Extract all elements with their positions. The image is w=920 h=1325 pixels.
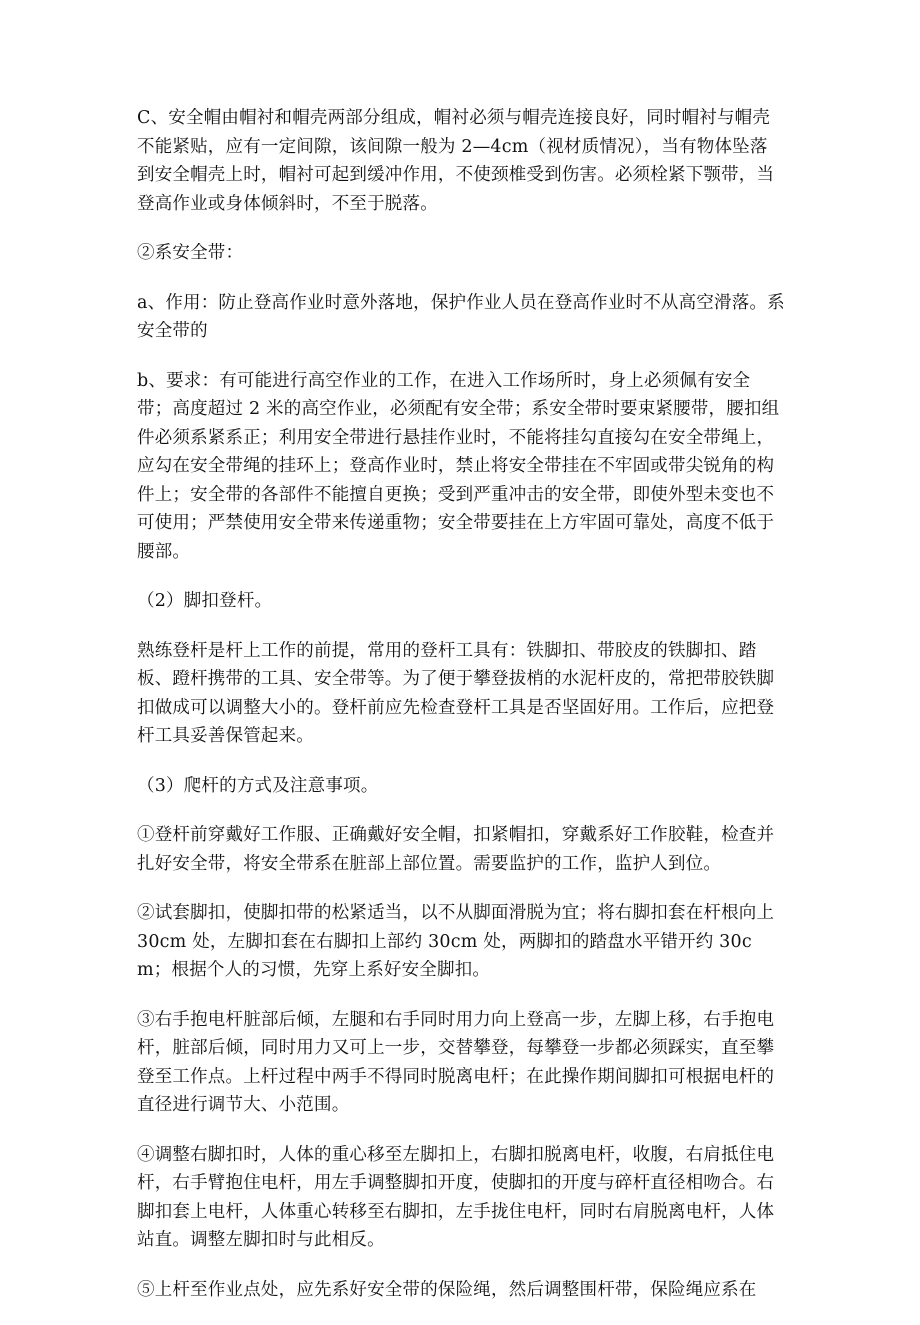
paragraph-step-5: ⑤上杆至作业点处，应先系好安全带的保险绳，然后调整围杆带，保险绳应系在 [137, 1279, 757, 1300]
paragraph-safety-helmet-liner: C、安全帽由帽衬和帽壳两部分组成，帽衬必须与帽壳连接良好，同时帽衬与帽壳不能紧贴，应有一定间隙，该间隙一般为 2—4cm（视材质情况），当有物体坠落到安全帽壳上时，帽衬可起到缓冲作用，不使颈椎受到伤害。必须栓紧下颚带，当登高作业或身体倾斜时，不至于脱落。 [137, 108, 775, 214]
paragraph-step-3: ③右手抱电杆脏部后倾，左腿和右手同时用力向上登高一步，左脚上移，右手抱电杆，脏部后倾，同时用力又可上一步，交替攀登，每攀登一步都必须踩实，直至攀登至工作点。上杆过程中两手不得同时脱离电杆；在此操作期间脚扣可根据电杆的直径进行调节大、小范围。 [137, 1009, 775, 1115]
document-body [137, 104, 785, 1325]
paragraph-belt-requirements: b、要求：有可能进行高空作业的工作，在进入工作场所时，身上必须佩有安全带；高度超过 2 米的高空作业，必须配有安全带；系安全带时要束紧腰带，腰扣组件必须系紧系正；利用安全带进行悬挂作业时，不能将挂勾直接勾在安全带绳上，应勾在安全带绳的挂环上；登高作业时，禁止将安全带挂在不牢固或带尖锐角的构件上；安全带的各部件不能擅自更换；受到严重冲击的安全带，即使外型未变也不可使用；严禁使用安全带来传递重物；安全带要挂在上方牢固可靠处，高度不低于腰部。 [137, 370, 780, 562]
paragraph-step-4: ④调整右脚扣时，人体的重心移至左脚扣上，右脚扣脱离电杆，收腹，右肩抵住电杆，右手臂抱住电杆，用左手调整脚扣开度，使脚扣的开度与碎杆直径相吻合。右脚扣套上电杆，人体重心转移至右脚扣，左手拢住电杆，同时右肩脱离电杆，人体站直。调整左脚扣时与此相反。 [137, 1144, 775, 1250]
paragraph-step-2: ②试套脚扣，使脚扣带的松紧适当，以不从脚面滑脱为宜；将右脚扣套在杆根向上 30cm 处，左脚扣套在右脚扣上部约 30cm 处，两脚扣的踏盘水平错开约 30cm；根据个人的习惯，先穿上系好安全脚扣。 [137, 903, 775, 980]
paragraph-climbing-tools: 熟练登杆是杆上工作的前提，常用的登杆工具有：铁脚扣、带胶皮的铁脚扣、踏板、蹬杆携带的工具、安全带等。为了便于攀登拔梢的水泥杆皮的，常把带胶铁脚扣做成可以调整大小的。登杆前应先检查登杆工具是否坚固好用。工作后，应把登杆工具妥善保管起来。 [137, 640, 775, 746]
paragraph-belt-purpose: a、作用：防止登高作业时意外落地，保护作业人员在登高作业时不从高空滑落。系安全带的 [137, 292, 785, 341]
heading-climbing-method: （3）爬杆的方式及注意事项。 [137, 775, 379, 796]
paragraph-step-1: ①登杆前穿戴好工作服、正确戴好安全帽，扣紧帽扣，穿戴系好工作胶鞋，检查并扎好安全带，将安全带系在脏部上部位置。需要监护的工作，监护人到位。 [137, 825, 775, 874]
heading-foot-buckle-climbing: （2）脚扣登杆。 [137, 591, 273, 611]
heading-wear-safety-belt: ②系安全带： [137, 243, 244, 263]
